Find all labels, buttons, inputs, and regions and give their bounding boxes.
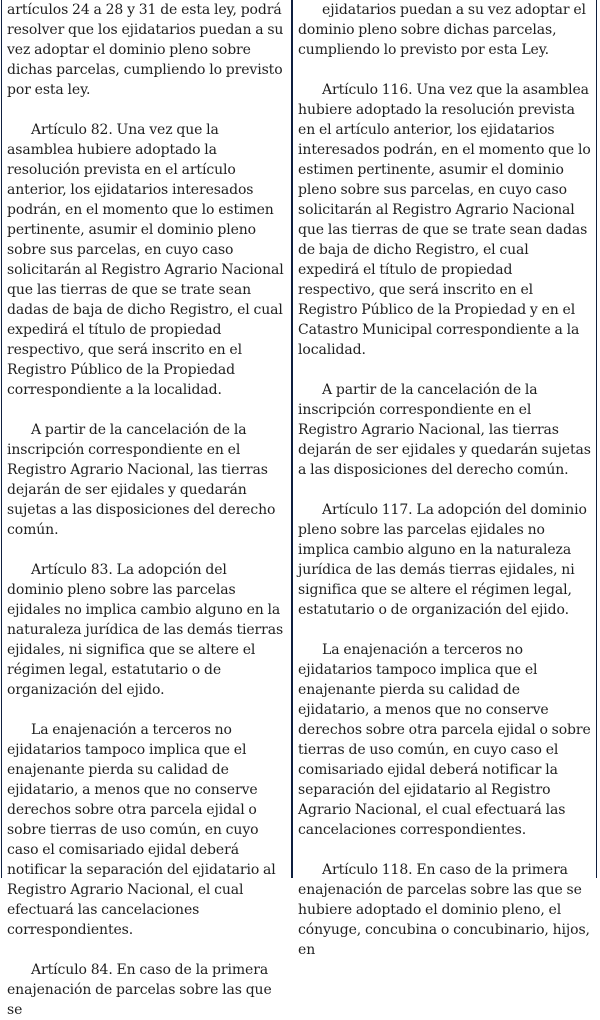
comparison-table [1, 0, 597, 1018]
right-paragraph-articulo-117: Artículo 117. La adopción del dominio pleno sobre las parcelas ejidales no implica cambio alguno en la naturaleza jurídica de las demás tierras ejidales, ni significa que se altere el régimen legal, estatutario o de organización del ejido. [298, 502, 587, 618]
left-paragraph-5: La enajenación a terceros no ejidatarios tampoco implica que el enajenante pierda su calidad de ejidatario, a menos que no conserve derechos sobre otra parcela ejidal o sobre tierras de uso común, en cuyo caso el comisariado ejidal deberá notificar la separación del ejidatario al Registro Agrario Nacional, el cual efectuará las cancelaciones correspondientes. [7, 722, 276, 938]
left-paragraph-1: artículos 24 a 28 y 31 de esta ley, podrá resolver que los ejidatarios puedan a su vez adoptar el dominio pleno sobre dichas parcelas, cumpliendo lo previsto por esta ley. [7, 2, 284, 98]
left-paragraph-articulo-82: Artículo 82. Una vez que la asamblea hubiere adoptado la resolución prevista en el artículo anterior, los ejidatarios interesados podrán, en el momento que lo estimen pertinente, asumir el dominio pleno sobre sus parcelas, en cuyo caso solicitarán al Registro Agrario Nacional que las tierras de que se trate sean dadas de baja de dicho Registro, el cual expedirá el título de propiedad respectivo, que será inscrito en el Registro Público de la Propiedad correspondiente a la localidad. [7, 122, 284, 398]
right-paragraph-1: ejidatarios puedan a su vez adoptar el dominio pleno sobre dichas parcelas, cumpliendo lo previsto por esta Ley. [298, 2, 586, 58]
left-paragraph-3: A partir de la cancelación de la inscripción correspondiente en el Registro Agrario Nacional, las tierras dejarán de ser ejidales y quedarán sujetas a las disposiciones del derecho común. [7, 422, 276, 538]
right-paragraph-articulo-116: Artículo 116. Una vez que la asamblea hubiere adoptado la resolución prevista en el artículo anterior, los ejidatarios interesados podrán, en el momento que lo estimen pertinente, asumir el dominio pleno sobre sus parcelas, en cuyo caso solicitarán al Registro Agrario Nacional que las tierras de que se trate sean dadas de baja de dicho Registro, el cual expedirá el título de propiedad respectivo, que será inscrito en el Registro Público de la Propiedad y en el Catastro Municipal correspondiente a la localidad. [298, 82, 591, 358]
left-paragraph-articulo-84: Artículo 84. En caso de la primera enajenación de parcelas sobre las que se [7, 962, 272, 1018]
left-paragraph-articulo-83: Artículo 83. La adopción del dominio pleno sobre las parcelas ejidales no implica cambio alguno en la naturaleza jurídica de las demás tierras ejidales, ni significa que se altere el régimen legal, estatutario o de organización del ejido. [7, 562, 284, 698]
right-column [293, 0, 596, 958]
left-column [2, 0, 293, 1018]
right-paragraph-3: A partir de la cancelación de la inscripción correspondiente en el Registro Agrario Nacional, las tierras dejarán de ser ejidales y quedarán sujetas a las disposiciones del derecho común. [298, 382, 591, 478]
right-paragraph-articulo-118: Artículo 118. En caso de la primera enajenación de parcelas sobre las que se hubiere adoptado el dominio pleno, el cónyuge, concubina o concubinario, hijos, en [298, 862, 590, 958]
right-paragraph-5: La enajenación a terceros no ejidatarios tampoco implica que el enajenante pierda su calidad de ejidatario, a menos que no conserve derechos sobre otra parcela ejidal o sobre tierras de uso común, en cuyo caso el comisariado ejidal deberá notificar la separación del ejidatario al Registro Agrario Nacional, el cual efectuará las cancelaciones correspondientes. [298, 642, 591, 838]
